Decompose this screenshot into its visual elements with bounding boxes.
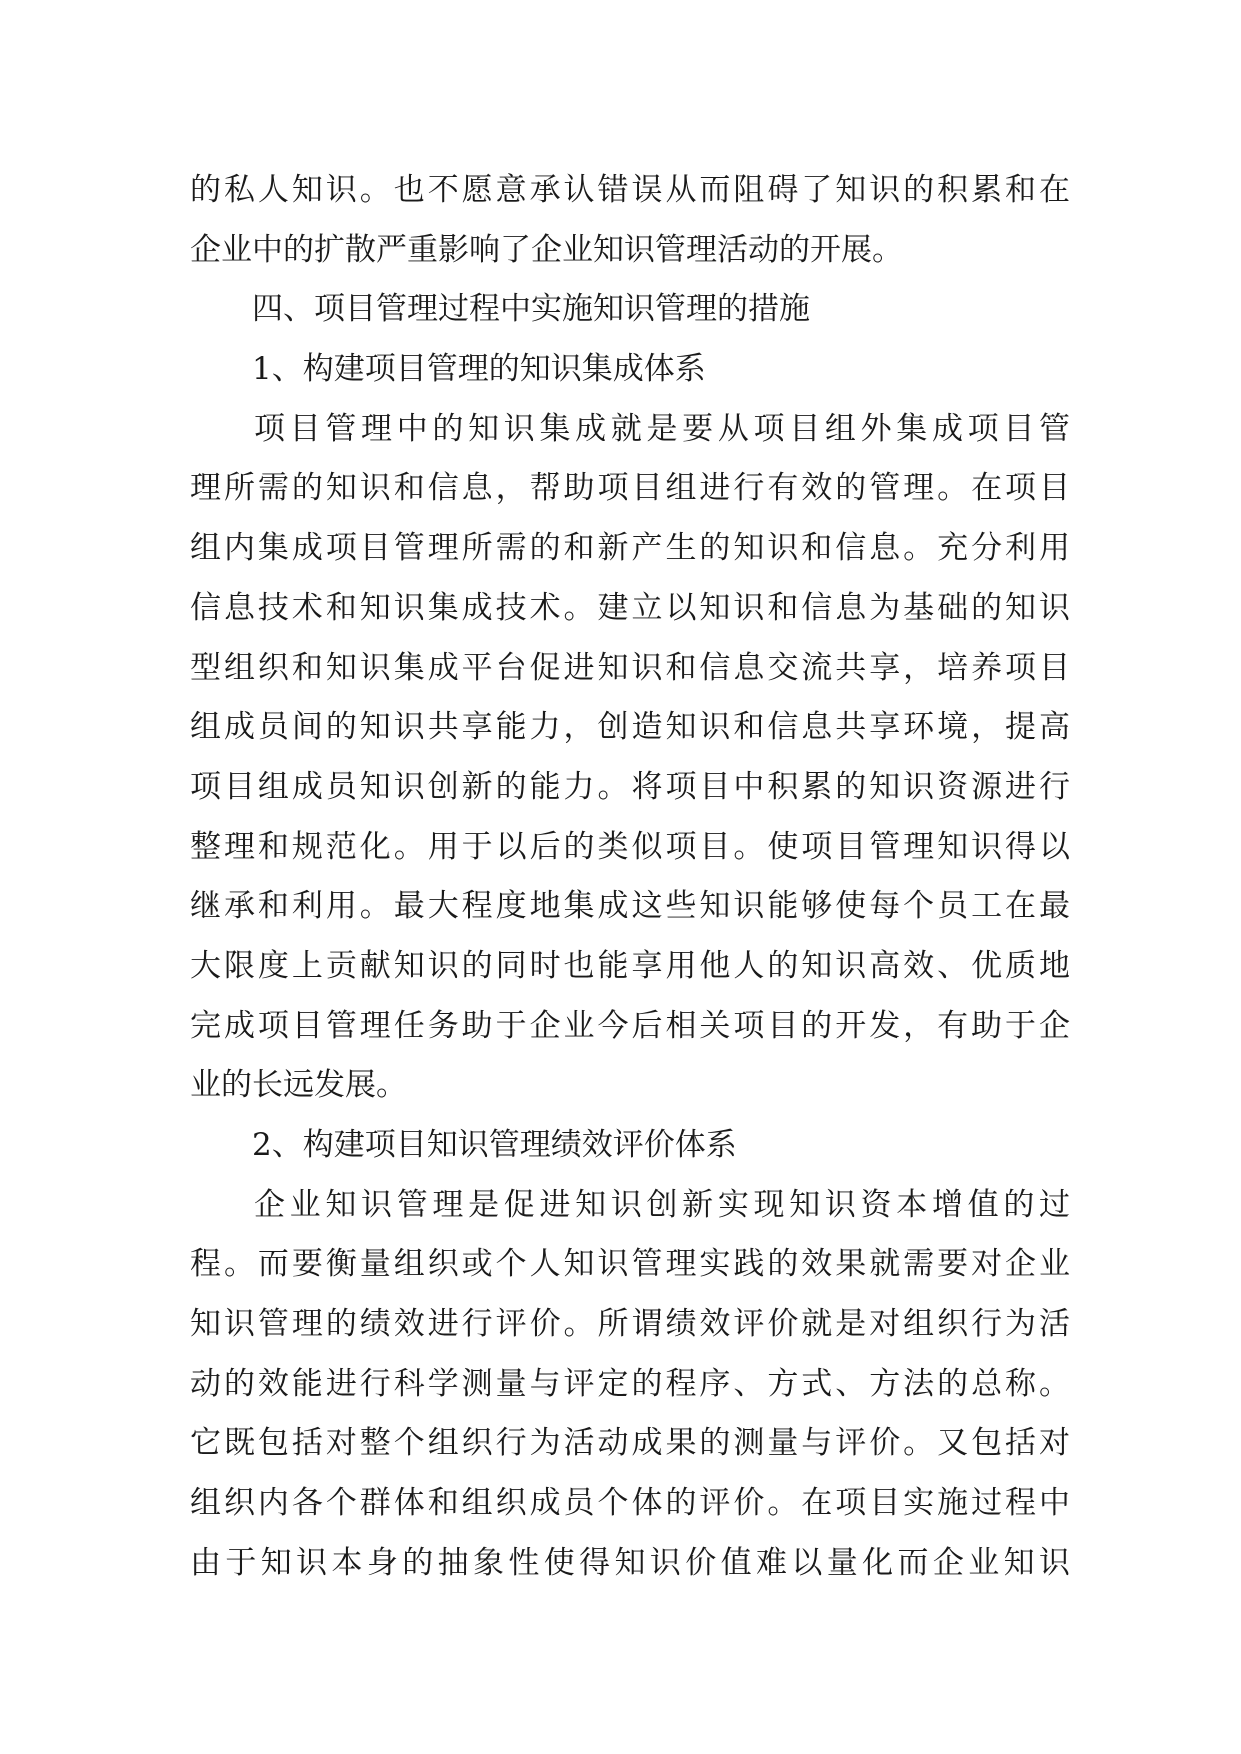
- text-line: 完成项目管理任务助于企业今后相关项目的开发，有助于企: [190, 1007, 1070, 1044]
- text-line: 型组织和知识集成平台促进知识和信息交流共享，培养项目: [190, 649, 1070, 686]
- text-line: 继承和利用。最大程度地集成这些知识能够使每个员工在最: [190, 888, 1070, 925]
- subsection-heading: 2、构建项目知识管理绩效评价体系: [252, 1127, 737, 1163]
- text-line: 程。而要衡量组织或个人知识管理实践的效果就需要对企业: [190, 1246, 1070, 1283]
- text-line: 整理和规范化。用于以后的类似项目。使项目管理知识得以: [190, 828, 1070, 865]
- text-line: 组成员间的知识共享能力，创造知识和信息共享环境，提高: [190, 709, 1070, 746]
- body-text: [190, 161, 1070, 1594]
- text-line: 由于知识本身的抽象性使得知识价值难以量化而企业知识: [190, 1544, 1070, 1581]
- text-line: 它既包括对整个组织行为活动成果的测量与评价。又包括对: [190, 1425, 1070, 1462]
- text-line: 企业知识管理是促进知识创新实现知识资本增值的过: [254, 1186, 1070, 1223]
- text-line: 业的长远发展。: [190, 1067, 407, 1104]
- section-heading: 四、项目管理过程中实施知识管理的措施: [252, 291, 810, 328]
- text-line: 大限度上贡献知识的同时也能享用他人的知识高效、优质地: [190, 947, 1070, 984]
- text-line: 信息技术和知识集成技术。建立以知识和信息为基础的知识: [190, 589, 1070, 626]
- text-line: 组织内各个群体和组织成员个体的评价。在项目实施过程中: [190, 1485, 1070, 1522]
- subsection-heading: 1、构建项目管理的知识集成体系: [252, 351, 706, 388]
- text-line: 的私人知识。也不愿意承认错误从而阻碍了知识的积累和在: [190, 172, 1070, 208]
- text-line: 组内集成项目管理所需的和新产生的知识和信息。充分利用: [190, 530, 1070, 567]
- text-line: 项目组成员知识创新的能力。将项目中积累的知识资源进行: [190, 768, 1070, 805]
- text-line: 理所需的知识和信息，帮助项目组进行有效的管理。在项目: [190, 470, 1070, 507]
- text-line: 知识管理的绩效进行评价。所谓绩效评价就是对组织行为活: [190, 1306, 1070, 1343]
- text-line: 动的效能进行科学测量与评定的程序、方式、方法的总称。: [190, 1365, 1070, 1402]
- text-line: 企业中的扩散严重影响了企业知识管理活动的开展。: [190, 231, 903, 268]
- text-line: 项目管理中的知识集成就是要从项目组外集成项目管: [254, 410, 1070, 447]
